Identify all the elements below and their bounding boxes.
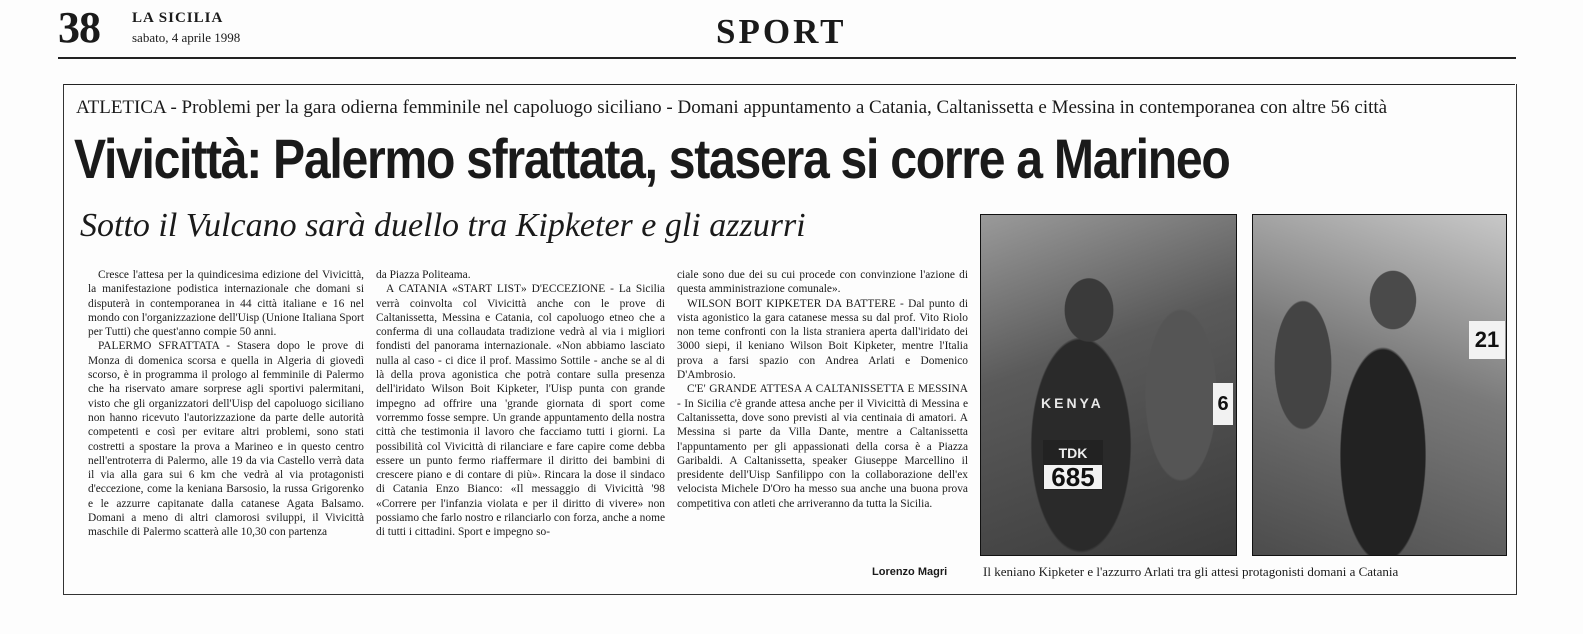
paragraph: PALERMO SFRATTATA - Stasera dopo le prove di Monza di domenica scorsa e quella in Algeria di giovedì scorso, è in programma il prologo al femminile di Palermo che ha riservato amare sorprese agli sportivi palermitani, visto che gli organizzatori dell'Uisp del capoluogo siciliano non hanno ricevuto l'autorizzazione da parte delle autorità competenti e così per evitare altri problemi, sono stati costretti a spostare la prova a Marineo e in questo centro nell'entroterra di Palermo, alle 19 da via Castello verrà data il via alla gara sui 6 km che vedrà al via protagonisti d'eccezione, come la keniana Barsosio, la russa Grigorenko e le azzurre capitanate dalla catanese Agata Balsamo. Domani a meno di altri clamorosi sviluppi, il Vivicittà maschile di Palermo scatterà alle 10,30 con partenza bbox=[88, 340, 364, 539]
jersey-text: KENYA bbox=[1041, 395, 1104, 411]
newspaper-name: LA SICILIA bbox=[132, 10, 224, 26]
paragraph: Cresce l'attesa per la quindicesima edizione del Vivicittà, la manifestazione podistica internazionale che domani si disputerà in contemporanea in 44 città italiane e 16 nel mondo con l'organizzazione dell'Uisp (Unione Italiana Sport per Tutti) che quest'anno compie 50 anni. bbox=[88, 269, 364, 339]
race-bib bbox=[1043, 440, 1103, 490]
masthead-rule bbox=[58, 57, 1516, 59]
bib-sponsor: TDK bbox=[1044, 441, 1102, 465]
paragraph: C'E' GRANDE ATTESA A CALTANISSETTA E MESSINA - In Sicilia c'è grande attesa anche per il Vivicittà di Messina e Caltanissetta, dove sono previsti al via centinaia di amatori. A Messina si parte da Villa Dante, mentre a Caltanissetta l'appuntamento per gli appassionati della corsa è a Piazza Garibaldi. A Caltanissetta, speaker Giuseppe Marcellino il presidente dell'Uisp Sanfilippo con la collaborazione dell'ex velocista Michele D'Oro ha messo sua anche una buona prova competitiva con atleti che arriveranno da tutta la Sicilia. bbox=[677, 383, 968, 510]
paragraph: ciale sono due dei su cui procede con convinzione l'azione di questa amministrazione comunale». bbox=[677, 269, 968, 296]
article-headline: Vivicittà: Palermo sfrattata, stasera si corre a Marineo bbox=[74, 127, 1230, 190]
paragraph: A CATANIA «START LIST» D'ECCEZIONE - La Sicilia verrà coinvolta col Vivicittà anche con le prove di Caltanissetta, Messina e Catania, col capoluogo etneo che a conferma di una collaudata tradizione vedrà al via i migliori fondisti del panorama internazionale. «Non abbiamo lasciato nulla al caso - ci dice il prof. Massimo Sottile - anche se al di là della prova agonistica che potrà contare sulla presenza dell'iridato Wilson Boit Kipketer, l'Uisp punta con grande impegno ad offrire una 'grande giornata di sport come vorremmo fosse sempre. Un grande appuntamento della nostra città che testimonia il lavoro che facciamo tutti i giorni. La possibilità col Vivicittà di rilanciare e fare capire come debba essere un punto fermo riaffermare il diritto dei bambini di crescere piano e di contare di più». Rincara la dose il sindaco di Catania Enzo Bianco: «Il messaggio di Vivicittà '98 «Correre per l'infanzia violata e per il diritto di vivere» non possiamo che farlo nostro e rilanciarlo con forza, anche a nome di tutti i cittadini. Sport e impegno so- bbox=[376, 283, 665, 539]
article-column-2 bbox=[376, 268, 665, 540]
article-subheadline: Sotto il Vulcano sarà duello tra Kipketer e gli azzurri bbox=[80, 207, 806, 244]
race-bib-side: 6 bbox=[1213, 383, 1233, 425]
issue-date: sabato, 4 aprile 1998 bbox=[132, 30, 241, 45]
article-column-3 bbox=[677, 268, 968, 511]
bib-number: 685 bbox=[1051, 462, 1095, 492]
race-bib-right: 21 bbox=[1469, 321, 1505, 359]
paragraph: da Piazza Politeama. bbox=[376, 269, 471, 281]
author-byline: Lorenzo Magri bbox=[872, 566, 948, 578]
photo-arlati bbox=[1252, 214, 1507, 556]
photo-caption: Il keniano Kipketer e l'azzurro Arlati tra gli attesi protagonisti domani a Catania bbox=[983, 564, 1399, 579]
section-title: SPORT bbox=[716, 12, 847, 51]
article-kicker: ATLETICA - Problemi per la gara odierna femminile nel capoluogo siciliano - Domani appuntamento a Catania, Caltanissetta e Messina in contemporanea con altre 56 città bbox=[76, 97, 1388, 118]
article-column-1 bbox=[88, 268, 364, 540]
photo-kipketer bbox=[980, 214, 1237, 556]
paragraph: WILSON BOIT KIPKETER DA BATTERE - Dal punto di vista agonistico la gara catanese messa su dal prof. Vito Riolo non teme confronti con la lista straniera aperta dall'iridato dei 3000 siepi, il keniano Wilson Boit Kipketer, mentre l'Italia prova a farsi spazio con Andrea Arlati e Domenico D'Ambrosio. bbox=[677, 297, 968, 382]
page-number: 38 bbox=[58, 3, 100, 52]
